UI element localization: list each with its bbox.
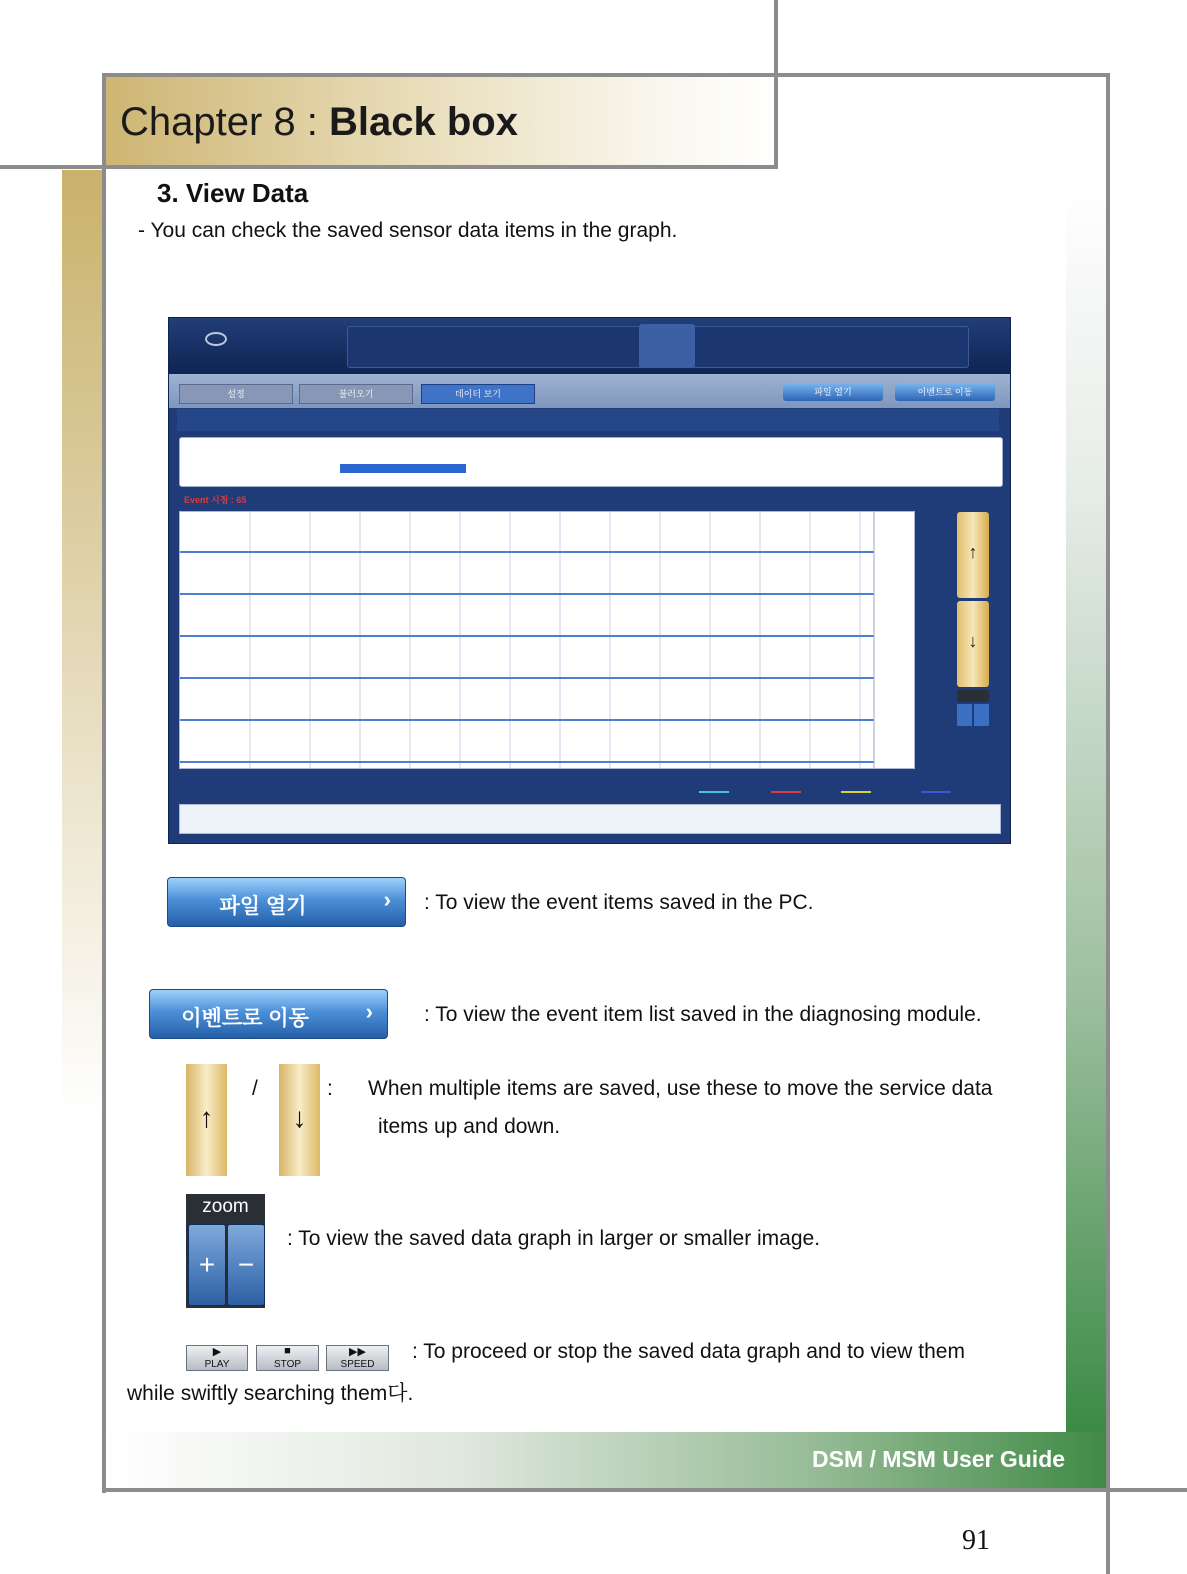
black-box-screenshot (168, 317, 1011, 844)
app-up-button[interactable]: ↑ (957, 512, 989, 598)
app-zoom-control[interactable] (957, 690, 989, 740)
tab-view-data[interactable]: 데이터 보기 (421, 384, 535, 404)
stop-button[interactable]: ■ STOP (256, 1345, 319, 1371)
app-status-bar (179, 804, 1001, 834)
fast-forward-icon: ▶▶ (349, 1346, 366, 1358)
file-open-description: : To view the event items saved in the PC. (424, 891, 814, 914)
move-up-button[interactable] (186, 1064, 227, 1176)
updown-description-line1: When multiple items are saved, use these to move the service data (368, 1077, 993, 1100)
zoom-in-button[interactable]: + (188, 1224, 226, 1306)
graph-grid (180, 512, 914, 768)
left-gold-band (62, 170, 104, 1120)
play-description-line2: while swiftly searching them다. (127, 1382, 414, 1405)
updown-description-line2: items up and down. (378, 1115, 561, 1138)
chevron-right-icon: › (365, 999, 373, 1024)
updown-colon: : (327, 1077, 333, 1100)
arrow-up-icon: ↑ (199, 1102, 214, 1133)
play-icon: ▶ (212, 1346, 222, 1358)
app-file-open-button[interactable]: 파일 열기 (783, 383, 883, 401)
frame-line (0, 165, 778, 169)
play-button[interactable]: ▶ PLAY (186, 1345, 248, 1371)
arrow-down-icon: ↓ (292, 1102, 307, 1133)
goto-event-button[interactable]: 이벤트로 이동 › (149, 989, 388, 1039)
speed-button[interactable]: ▶▶ SPEED (326, 1345, 389, 1371)
zoom-label: zoom (202, 1196, 249, 1217)
ssangyong-logo (179, 332, 261, 362)
move-down-button[interactable] (279, 1064, 320, 1176)
right-green-band (1066, 180, 1108, 1435)
chevron-right-icon: › (383, 887, 391, 912)
app-down-button[interactable]: ↓ (957, 601, 989, 687)
app-topbar (169, 318, 1010, 374)
stop-icon: ■ (284, 1345, 291, 1357)
play-description-line1: : To proceed or stop the saved data graph and to view them (412, 1340, 965, 1363)
app-tab-row (169, 374, 1010, 408)
app-graph-area (179, 511, 915, 769)
page-number: 91 (962, 1525, 990, 1556)
blackbox-menu-active (639, 324, 695, 368)
chapter-title: Chapter 8 : Black box (120, 100, 518, 144)
section-title: 3. View Data (157, 178, 309, 208)
selected-sensor-item (340, 464, 466, 473)
frame-line (102, 1488, 1187, 1492)
app-sensor-checklist[interactable] (179, 437, 1003, 487)
zoom-control (186, 1194, 265, 1308)
footer-guide-title: DSM / MSM User Guide (812, 1446, 1066, 1472)
frame-line (1106, 73, 1110, 1574)
section-intro: - You can check the saved sensor data items in the graph. (138, 219, 678, 242)
tab-load[interactable]: 불러오기 (299, 384, 413, 404)
zoom-out-button[interactable]: − (227, 1224, 265, 1306)
frame-line (774, 0, 778, 76)
frame-line (102, 73, 106, 1493)
file-open-button[interactable]: 파일 열기 › (167, 877, 406, 927)
updown-slash: / (252, 1077, 258, 1100)
tab-settings[interactable]: 설정 (179, 384, 293, 404)
app-info-bar (177, 409, 999, 431)
zoom-description: : To view the saved data graph in larger or smaller image. (287, 1227, 821, 1250)
app-event-label: Event 시점 : 65 (184, 495, 247, 505)
goto-event-description: : To view the event item list saved in the diagnosing module. (424, 1003, 982, 1026)
frame-line (102, 73, 1110, 77)
app-goto-event-button[interactable]: 이벤트로 이동 (895, 383, 995, 401)
app-graph-legend (689, 782, 1009, 802)
frame-line (774, 73, 778, 169)
